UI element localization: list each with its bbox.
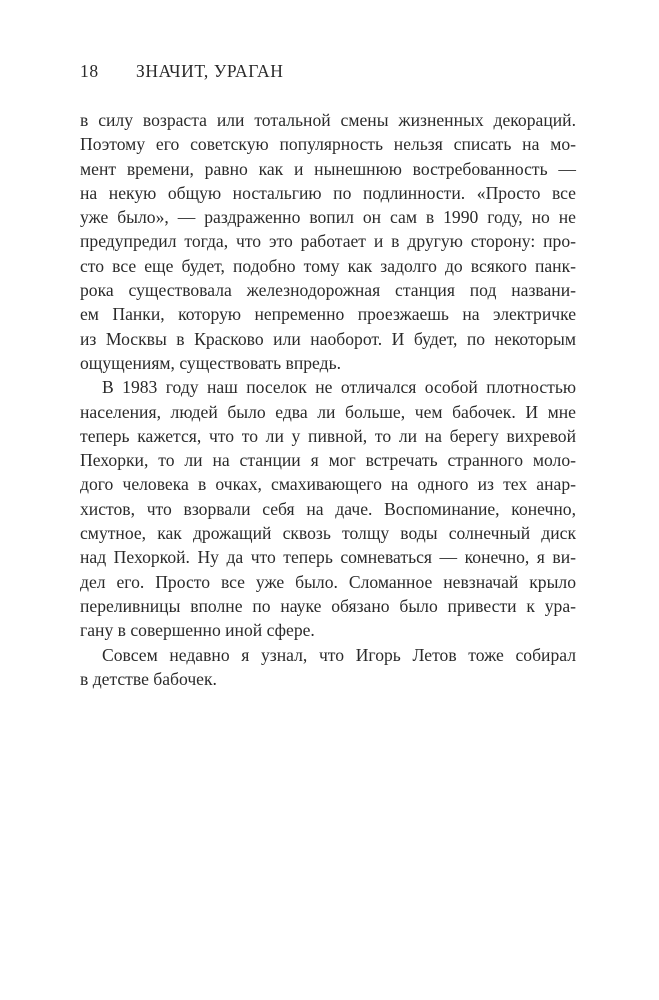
text-line: предупредил тогда, что это работает и в другую сторону: про-	[80, 231, 576, 252]
paragraph-1	[80, 108, 576, 375]
text-line: гану в совершенно иной сфере.	[80, 620, 315, 641]
text-line: Совсем недавно я узнал, что Игорь Летов тоже собирал	[102, 644, 576, 665]
text-line: ощущениям, существовать впредь.	[80, 352, 342, 373]
body-text	[80, 108, 576, 691]
text-line: переливницы вполне по науке обязано было привести к ура-	[80, 595, 576, 616]
text-line: на некую общую ностальгию по подлинности. «Просто все	[80, 182, 576, 203]
text-line: населения, людей было едва ли больше, чем бабочек. И мне	[80, 401, 576, 422]
text-line: сто все еще будет, подобно тому как задолго до всякого панк-	[80, 255, 576, 276]
paragraph-3	[80, 643, 576, 692]
text-line: Пехорки, то ли на станции я мог встречать странного моло-	[80, 450, 576, 471]
paragraph-2	[80, 375, 576, 642]
text-line: в детстве бабочек.	[80, 668, 217, 689]
text-line: мент времени, равно как и нынешнюю востребованность —	[80, 158, 576, 179]
text-line: уже было», — раздраженно вопил он сам в 1990 году, но не	[80, 207, 576, 228]
text-line: рока существовала железнодорожная станция под названи-	[80, 280, 576, 301]
text-line: Поэтому его советскую популярность нельзя списать на мо-	[80, 134, 576, 155]
text-line: из Москвы в Красково или наоборот. И будет, по некоторым	[80, 328, 576, 349]
text-line: дого человека в очках, смахивающего на одного из тех анар-	[80, 474, 576, 495]
text-line: теперь кажется, что то ли у пивной, то ли на берегу вихревой	[80, 425, 576, 446]
text-line: В 1983 году наш поселок не отличался особой плотностью	[102, 377, 576, 398]
running-title: ЗНАЧИТ, УРАГАН	[136, 61, 284, 81]
text-line: хистов, что взорвали себя на даче. Воспоминание, конечно,	[80, 498, 576, 519]
text-line: смутное, как дрожащий сквозь толщу воды солнечный диск	[80, 523, 576, 544]
running-header	[80, 59, 284, 83]
page-number: 18	[80, 61, 99, 81]
text-line: в силу возраста или тотальной смены жизненных декораций.	[80, 110, 576, 130]
text-line: ем Панки, которую непременно проезжаешь на электричке	[80, 304, 576, 325]
text-line: над Пехоркой. Ну да что теперь сомневаться — конечно, я ви-	[80, 547, 576, 568]
text-line: дел его. Просто все уже было. Сломанное невзначай крыло	[80, 571, 576, 592]
